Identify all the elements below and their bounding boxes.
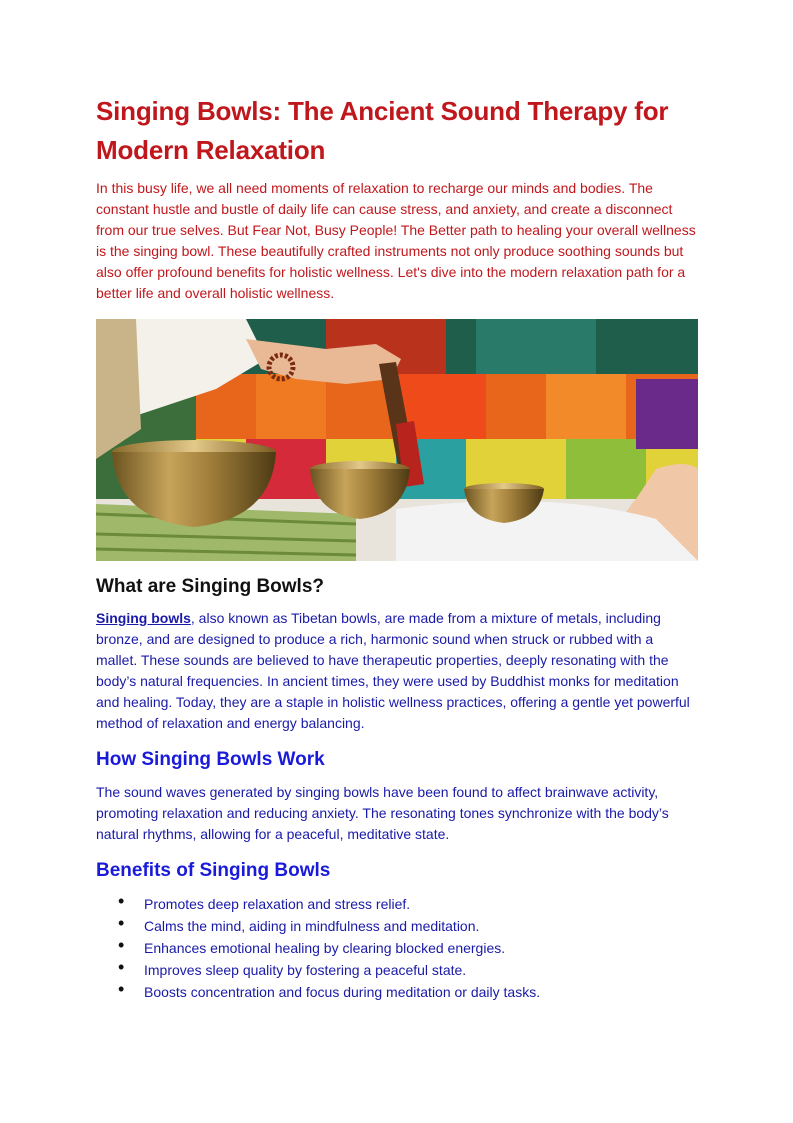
section-heading-how: How Singing Bowls Work bbox=[96, 749, 325, 770]
bullet-icon: • bbox=[118, 935, 125, 955]
benefits-list bbox=[96, 893, 698, 1003]
list-item-text: Boosts concentration and focus during meditation or daily tasks. bbox=[144, 984, 541, 1000]
bullet-icon: • bbox=[118, 957, 125, 977]
list-item bbox=[96, 959, 698, 981]
list-item bbox=[96, 893, 698, 915]
how-paragraph: The sound waves generated by singing bowls have been found to affect brainwave activity, promoting relaxation and reducing anxiety. The resonating tones synchronize with the body’s natural rhythms, allowing for a peaceful, meditative state. bbox=[96, 784, 669, 842]
section-heading-benefits: Benefits of Singing Bowls bbox=[96, 860, 331, 881]
what-paragraph bbox=[96, 608, 698, 734]
list-item bbox=[96, 915, 698, 937]
bullet-icon: • bbox=[118, 913, 125, 933]
section-heading-what: What are Singing Bowls? bbox=[96, 576, 325, 597]
list-item-text: Calms the mind, aiding in mindfulness and meditation. bbox=[144, 918, 480, 934]
singing-bowls-photo bbox=[96, 319, 698, 561]
list-item-text: Improves sleep quality by fostering a peaceful state. bbox=[144, 962, 467, 978]
bullet-icon: • bbox=[118, 891, 125, 911]
singing-bowls-link[interactable]: Singing bowls bbox=[96, 610, 191, 626]
list-item-text: Promotes deep relaxation and stress relief. bbox=[144, 896, 411, 912]
bullet-icon: • bbox=[118, 979, 125, 999]
list-item bbox=[96, 981, 698, 1003]
document-page bbox=[96, 92, 698, 1003]
list-item bbox=[96, 937, 698, 959]
what-body: , also known as Tibetan bowls, are made from a mixture of metals, including bronze, and are designed to produce a rich, harmonic sound when struck or rubbed with a mallet. These sounds are believed to have therapeutic properties, deeply resonating with the body’s natural frequencies. In ancient times, they were used by Buddhist monks for meditation and healing. Today, they are a staple in holistic wellness practices, offering a gentle yet powerful method of relaxation and energy balancing. bbox=[96, 610, 690, 731]
page-title: Singing Bowls: The Ancient Sound Therapy for Modern Relaxation bbox=[96, 96, 669, 165]
intro-paragraph: In this busy life, we all need moments of relaxation to recharge our minds and bodies. The constant hustle and bustle of daily life can cause stress, and anxiety, and create a disconnect from our true selves. But Fear Not, Busy People! The Better path to healing your overall wellness is the singing bowl. These beautifully crafted instruments not only produce soothing sounds but also offer profound benefits for holistic wellness. Let's dive into the modern relaxation path for a better life and overall holistic wellness. bbox=[96, 180, 696, 301]
list-item-text: Enhances emotional healing by clearing blocked energies. bbox=[144, 940, 506, 956]
